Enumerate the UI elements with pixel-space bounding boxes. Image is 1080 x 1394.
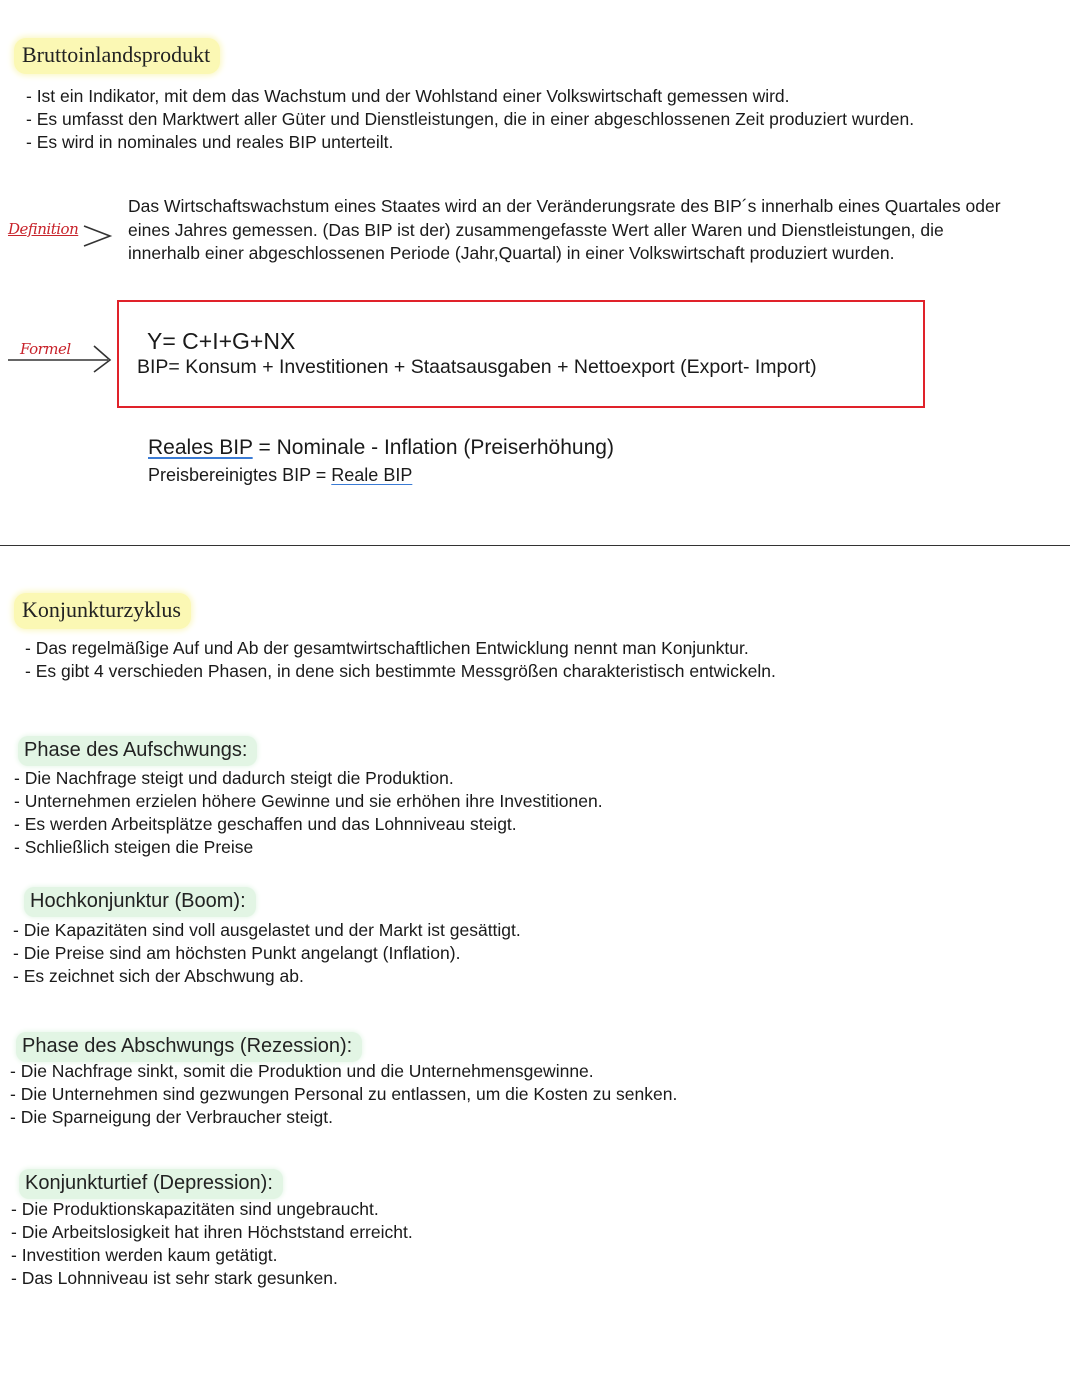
list-item: - Die Arbeitslosigkeit hat ihren Höchststand erreicht. [11,1222,413,1242]
list-item: - Das Lohnniveau ist sehr stark gesunken. [11,1268,338,1288]
definition-label: Definition [8,220,79,238]
list-item: - Die Unternehmen sind gezwungen Personal zu entlassen, um die Kosten zu senken. [10,1084,678,1104]
list-item: - Es umfasst den Marktwert aller Güter und Dienstleistungen, die in einer abgeschlossenen Zeit produziert wurden. [26,109,915,129]
section-divider [0,545,1070,546]
phase-title-aufschwung: Phase des Aufschwungs: [18,736,257,766]
real-bip-equation: = Nominale - Inflation (Preiserhöhung) [252,436,614,459]
list-item: - Die Kapazitäten sind voll ausgelastet und der Markt ist gesättigt. [13,920,521,940]
formula-long: BIP= Konsum + Investitionen + Staatsausgaben + Nettoexport (Export- Import) [137,356,817,378]
phase-list-boom [13,919,521,988]
definition-text: Das Wirtschaftswachstum eines Staates wird an der Veränderungsrate des BIP´s innerhalb eines Quartales oder eines Jahres gemessen. (Das BIP ist der) zusammengefasste Wert aller Waren und Dienstleistungen, die innerhalb einer abgeschlossenen Periode (Jahr,Quartal) in einer Volkswirtschaft produziert wurden. [128,196,1001,263]
section-title-konjunktur: Konjunkturzyklus [14,593,191,629]
list-item: - Schließlich steigen die Preise [14,837,254,857]
phase-title-boom: Hochkonjunktur (Boom): [24,887,256,917]
list-item: - Unternehmen erzielen höhere Gewinne und sie erhöhen ihre Investitionen. [14,791,603,811]
phase-title-depression: Konjunkturtief (Depression): [19,1169,283,1199]
list-item: - Es wird in nominales und reales BIP unterteilt. [26,132,394,152]
list-item: - Die Nachfrage sinkt, somit die Produktion und die Unternehmensgewinne. [10,1061,594,1081]
list-item: - Die Produktionskapazitäten sind ungebraucht. [11,1199,379,1219]
formula-box [117,300,925,408]
list-item: - Die Sparneigung der Verbraucher steigt. [10,1107,333,1127]
phase-list-depression [11,1198,413,1290]
price-adjusted-lhs: Preisbereinigtes BIP = [148,465,332,485]
price-adjusted-rhs: Reale BIP [331,465,413,485]
arrow-right-icon [6,340,120,374]
list-item: - Es zeichnet sich der Abschwung ab. [13,966,304,986]
list-item: - Investition werden kaum getätigt. [11,1245,278,1265]
phase-title-abschwung: Phase des Abschwungs (Rezession): [16,1032,362,1062]
list-item: - Die Preise sind am höchsten Punkt angelangt (Inflation). [13,943,461,963]
list-item: - Das regelmäßige Auf und Ab der gesamtwirtschaftlichen Entwicklung nennt man Konjunktur. [25,638,749,658]
list-item: - Die Nachfrage steigt und dadurch steigt die Produktion. [14,768,454,788]
formula-short: Y= C+I+G+NX [147,328,296,354]
phase-list-aufschwung [14,767,603,859]
phase-list-abschwung [10,1060,677,1129]
list-item: - Es werden Arbeitsplätze geschaffen und das Lohnniveau steigt. [14,814,517,834]
konjunktur-bullet-list [25,637,776,683]
real-bip-line [148,436,614,460]
real-bip-term: Reales BIP [148,436,253,459]
list-item: - Es gibt 4 verschieden Phasen, in dene sich bestimmte Messgrößen charakteristisch entwickeln. [25,661,776,681]
section-title-bip: Bruttoinlandsprodukt [14,38,220,74]
arrow-right-icon [80,222,120,252]
list-item: - Ist ein Indikator, mit dem das Wachstum und der Wohlstand einer Volkswirtschaft gemessen wird. [26,86,790,106]
formula-label: Formel [20,340,71,358]
price-adjusted-line [148,465,412,486]
bip-bullet-list [26,85,914,154]
